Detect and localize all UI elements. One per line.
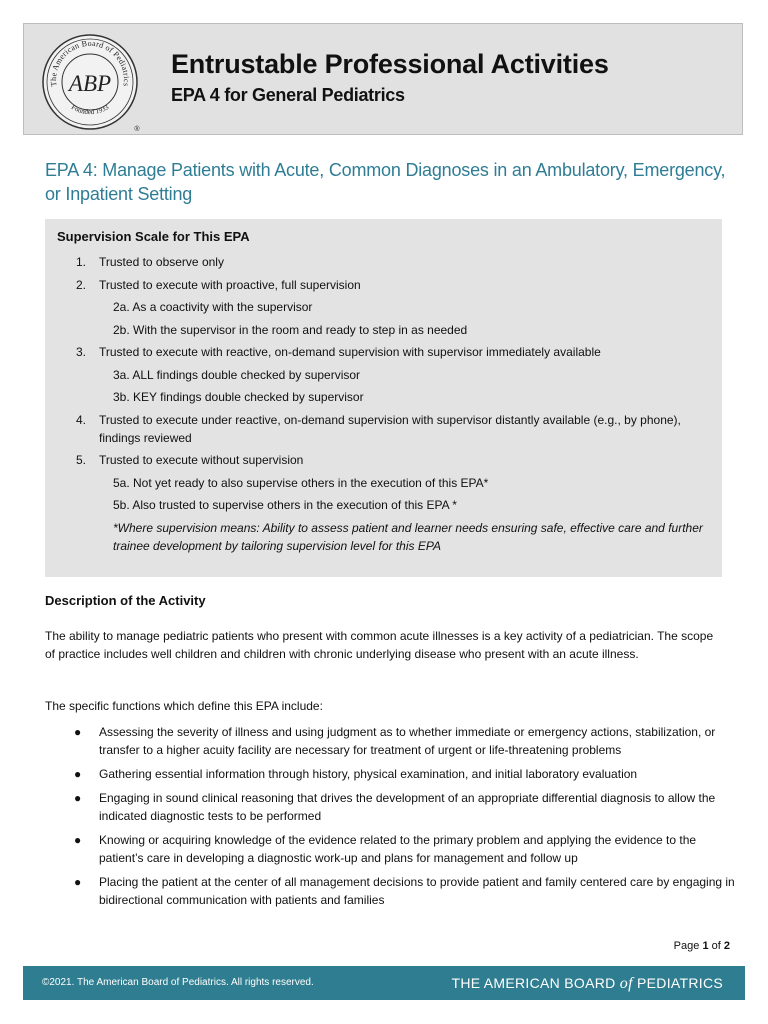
scale-sublevel-3a: 3a. ALL findings double checked by supervisor [113,367,361,382]
scale-level-number: 2. [76,277,87,292]
supervision-scale-heading: Supervision Scale for This EPA [57,229,250,244]
bullet-icon: ● [74,833,82,847]
description-paragraph: The ability to manage pediatric patients who present with common acute illnesses is a key activity of a pediatrician. The scope of practice includes well children and children with chronic underlying disease who present with an acute illness. [45,629,714,661]
supervision-scale-box [45,219,722,577]
scale-level-number: 4. [76,412,87,427]
function-text: Assessing the severity of illness and using judgment as to whether immediate or emergency actions, stabilization, or transfer to a higher acuity facility are necessary for treatment of urgent or life-threatening problems [99,725,716,757]
bullet-icon: ● [74,767,82,781]
bullet-icon: ● [74,725,82,739]
function-item [45,873,735,909]
scale-level-number: 3. [76,345,87,359]
supervision-note: *Where supervision means: Ability to assess patient and learner needs ensuring safe, effective care and further trainee development by tailoring supervision level for this EPA [113,520,703,553]
footer-org-of: of [619,975,633,992]
description-heading: Description of the Activity [45,593,206,608]
function-item [45,723,735,759]
footer-copyright: ©2021. The American Board of Pediatrics. All rights reserved. [42,977,314,988]
svg-text:ABP: ABP [68,71,112,96]
scale-level-4 [45,411,722,447]
svg-text:®: ® [134,126,140,132]
scale-level-text: Trusted to execute without supervision [99,453,304,467]
scale-level-text: Trusted to observe only [99,255,224,269]
function-item [45,789,735,825]
scale-sublevel-3b: 3b. KEY findings double checked by supervisor [113,390,364,404]
function-text: Placing the patient at the center of all management decisions to provide patient and family centered care by engaging in bidirectional communication with patients and families [99,875,735,907]
scale-sublevel-5b: 5b. Also trusted to supervise others in the execution of this EPA * [113,498,457,512]
function-item [45,765,735,783]
functions-list [45,723,735,915]
bullet-icon: ● [74,875,82,889]
document-header [23,23,743,135]
page-current: 1 [702,940,709,952]
scale-sublevel-5a: 5a. Not yet ready to also supervise others in the execution of this EPA* [113,475,489,490]
epa-title: EPA 4: Manage Patients with Acute, Common Diagnoses in an Ambulatory, Emergency, or Inpatient Setting [45,160,726,204]
page-number [674,940,730,952]
footer-org-pre: THE AMERICAN BOARD [451,975,616,991]
supervision-scale-list [45,253,722,559]
bullet-icon: ● [74,791,82,805]
abp-seal-logo [40,32,140,132]
document-footer [23,966,745,1000]
svg-text:Founded 1933: Founded 1933 [69,103,111,117]
header-title: Entrustable Professional Activities [171,49,609,79]
header-subtitle: EPA 4 for General Pediatrics [171,85,405,105]
page-total: 2 [723,940,730,952]
scale-level-number: 1. [76,255,87,269]
page-label: Page [673,940,700,952]
scale-level-number: 5. [76,453,87,467]
scale-level-text: Trusted to execute with proactive, full supervision [99,277,361,292]
page-of-label: of [711,940,721,952]
function-item [45,831,735,867]
scale-level-text: Trusted to execute under reactive, on-demand supervision with supervisor distantly available (e.g., by phone), findings reviewed [99,412,681,445]
footer-org-name [451,975,723,993]
function-text: Knowing or acquiring knowledge of the evidence related to the primary problem and applying the evidence to the patient’s care in developing a diagnostic work-up and plans for management and follow up [99,833,697,865]
function-text: Gathering essential information through history, physical examination, and initial laboratory evaluation [99,767,638,781]
scale-level-2 [45,276,722,294]
scale-level-5 [45,451,722,469]
scale-level-3 [45,343,722,361]
function-text: Engaging in sound clinical reasoning that drives the development of an appropriate differential diagnosis to allow the indicated diagnostic tests to be performed [99,791,716,823]
scale-sublevel-2b: 2b. With the supervisor in the room and ready to step in as needed [113,322,468,337]
scale-sublevel-2a: 2a. As a coactivity with the supervisor [113,300,313,314]
scale-level-1 [45,253,722,271]
scale-level-text: Trusted to execute with reactive, on-demand supervision with supervisor immediately available [99,345,601,359]
functions-intro: The specific functions which define this EPA include: [45,699,323,713]
svg-text:The American Board of Pediatri: The American Board of Pediatrics [48,38,132,88]
footer-org-post: PEDIATRICS [637,975,723,991]
